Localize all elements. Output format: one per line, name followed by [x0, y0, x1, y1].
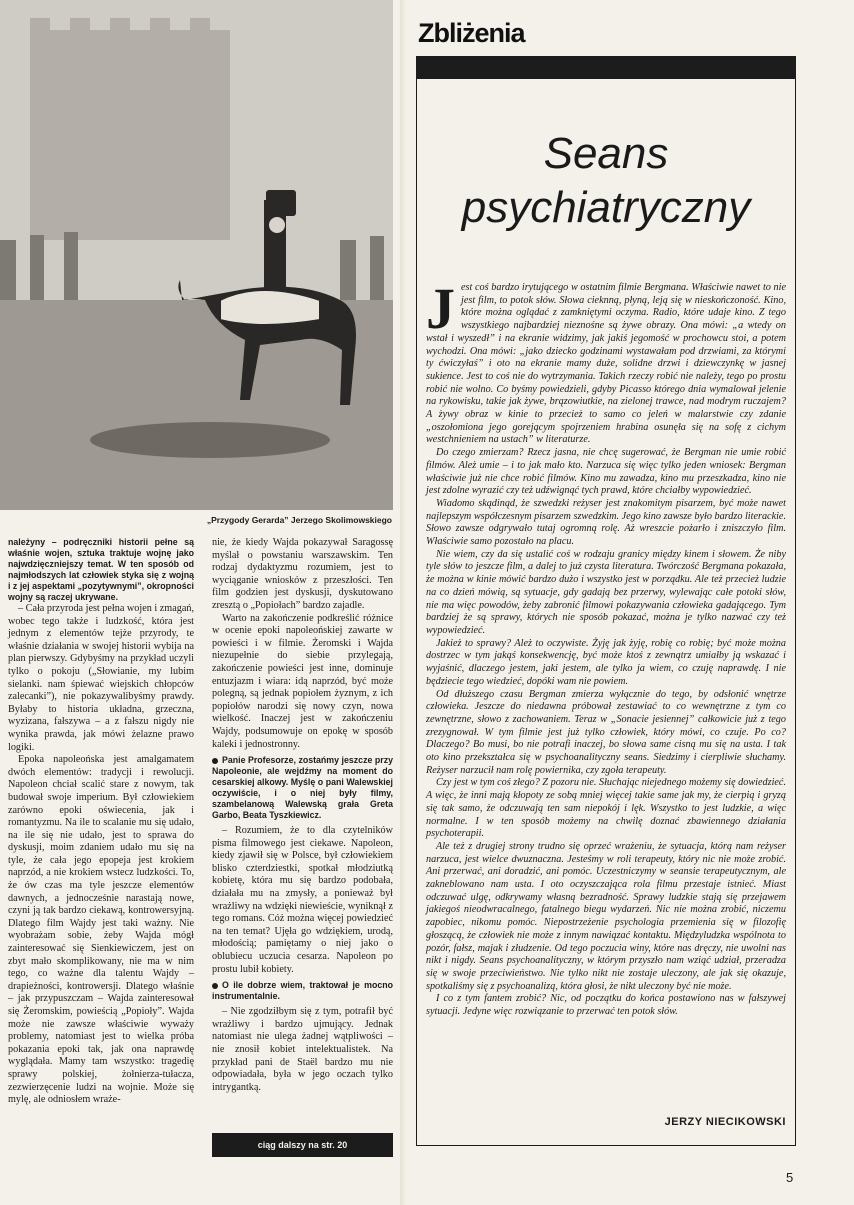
photo-caption: „Przygody Gerarda” Jerzego Skolimowskiego: [206, 515, 392, 525]
continued-on-page-banner[interactable]: ciąg dalszy na str. 20: [212, 1133, 393, 1157]
page-number: 5: [786, 1170, 794, 1185]
article-paragraph: Wiadomo skądinąd, że szwedzki reżyser jest znakomitym pisarzem, być może nawet najlepszym współczesnym pisarzem szwedzkim. Jego kino zawsze było bardzo literackie. Słowo zawsze odgrywało tutaj ogromną rolę. Aż wreszcie pożarło i zniszczyło film. Właściwie samo pozostało na placu.: [426, 497, 786, 548]
article-paragraph: Jakież to sprawy? Ależ to oczywiste. Żyję jak żyję, robię co robię; być może można dostrzec w tym jakąś konsekwencję, być może ktoś z zewnątrz umiałby ją wskazać i wyjaśnić, dlaczego jestem, jaki jestem, ale tylko ja wiem, co czuję naprawdę. I nie będziecie tego wiedzieć, dopóki wam nie powiem.: [426, 637, 786, 687]
drop-cap: J: [426, 276, 455, 341]
interview-paragraph: – Rozumiem, że to dla czytelników pisma filmowego jest ciekawe. Napoleon, kiedy zjawił się w Polsce, był człowiekiem blisko czterdziestki, spotkał młodziutką kobietę, która mu się bardzo podobała, działała mu na zmysły, a ponieważ był wrażliwy na wdzięki niewieście, wyniknął z tego romans. Cóż można więcej powiedzieć na ten temat? Ujęła go wdziękiem, urodą, młodością; pamiętamy o niej jako o oblubiecu uczucia cesarza. Napoleon po prostu lubił kobiety.: [212, 825, 393, 975]
interview-lead: należyny – podręczniki historii pełne są właśnie wojen, sztuka traktuje wojnę jako najwdzięczniejszy temat. W ten sposób od najmłodszych lat człowiek styka się z wojną i z jej aspektami „pozytywnymi”, okropności wojny są raczej ukrywane.: [8, 537, 194, 602]
article-paragraph: Od dłuższego czasu Bergman zmierza wyłącznie do tego, by odsłonić wnętrze człowieka. Jeszcze do niedawna próbował zestawiać to co wewnętrzne z tym co zewnętrzne, słowo z zachowaniem. Teraz w „Sonacie jesiennej” całkowicie już z tego zrezygnował. W tym filmie jest już tylko człowiek, który mówi, co czuje. Po co? Dlaczego? Bo musi, bo nie potrafi inaczej, bo słowa same cisną mu się na usta. I tak oto kino przekształca się w psychoanalityczny seans. Siedzimy i cierpliwie słuchamy. Reżyser narzucił nam rolę powiernika, czy zgoła terapeuty.: [426, 688, 786, 776]
article-headline: Seans psychiatryczny: [461, 129, 751, 232]
article-body: [426, 276, 786, 1019]
interview-question: Panie Profesorze, zostańmy jeszcze przy Napoleonie, ale wejdźmy na moment do cesarskiej alkowy. Myślę o pani Walewskiej oczywiście, i o niej były filmy, szambelanową Walewską grała Greta Garbo, Beata Tyszkiewicz.: [212, 755, 393, 821]
interview-paragraph: – Nie zgodziłbym się z tym, potrafił być wrażliwy i bardzo ujmujący. Jednak natomiast nie ulega żadnej wątpliwości – nie znosił kobiet intelektualistek. Na przykład pani de Staël bardzo mu nie odpowiadała, była w jego oczach tylko intrygantką.: [212, 1006, 393, 1093]
page-fold: [400, 0, 406, 1205]
bullet-icon: [212, 758, 218, 764]
interview-paragraph: nie, że kiedy Wajda pokazywał Saragossę myślał o powstaniu warszawskim. Ten rodzaj dydaktyzmu rozumiem, jest to wyciąganie wniosków z przeszłości. Ten film godzien jest dyskusji, dyskutowano zresztą o „Popiołach” bardzo zajadle.: [212, 537, 393, 611]
interview-paragraph: – Cała przyroda jest pełna wojen i zmagań, wobec tego także i ludzkość, która jest jednym z elementów tejże przyrody, te właśnie działania w swojej historii wybija na plan pierwszy. Gdybyśmy na przykład uczyli tylko o pokoju („Słowianie, my lubim sielanki. nam śpiewać wiejskich chłopców zalecanki”), nie pokazywalibyśmy prawdy. Byłaby to historia układna, grzeczna, wyzizana, fałszywa – a z fałszu nigdy nie wynika prawda, jak mówi żelazne prawo logiki.: [8, 603, 194, 753]
article-paragraph: Ale też z drugiej strony trudno się oprzeć wrażeniu, że sytuacja, którą nam reżyser narzuca, jest wielce dwuznaczna. Jesteśmy w roli terapeuty, który nic nie może zrobić. Ani przerwać, ani doradzić, ani pomóc. Uczestniczymy w seansie terapeutycznym, ale zakneblowano nam usta. I oto oczyszczająca rola filmu przestaje istnieć. Miast odczuwać ulgę, odkrywamy własną bezradność. Sprawy ludzkie stają się przejawem jakiegoś nieodwracalnego, fatalnego biegu wydarzeń. Nic nie można zrobić, niczemu zapobiec, nikomu pomóc. Niepostrzeżenie psychologia przemienia się w filozofię głoszącą, że człowiek nie może z innym nawiązać kontaktu. Międzyludzka wspólnota to pozór, fałsz, majak i złudzenie. Od tego poczucia winy, które nas dręczy, nie uwolni nas nikt i nigdy. Seans psychoanalityczny, w którym przyszło nam wziąć udział, przeradza się w swoje przeciwieństwo. Nie tylko nikt nie zostaje uleczony, ale jak się okazuje, spotkaliśmy się z psychoanalizą, która głosi, że nikt uleczony być nie może.: [426, 840, 786, 992]
interview-question: O ile dobrze wiem, traktował je mocno instrumentalnie.: [212, 980, 393, 1002]
article-author: JERZY NIECIKOWSKI: [664, 1116, 786, 1128]
article-paragraph: Jest coś bardzo irytującego w ostatnim filmie Bergmana. Właściwie nawet to nie jest film, to potok słów. Słowa cieknną, płyną, leją się w nieskończoność. Kino, które można oglądać z zamkniętymi oczyma. Radio, które udaje kino. Z tego wszystkiego najbardziej nieznośne są żywe obrazy. Ona mówi: „a wtedy on wstał i wyszedł” i na ekranie widzimy, jak jakiś jegomość w prochowcu stoi, a potem wychodzi. Ona mówi: „jako dziecko godzinami wystawałam pod drzwiami, za którymi ty ćwiczyłaś” i oto na ekranie mamy duże, solidne drzwi i dziewczynkę w jasnej sukience. Jest to coś nie do wytrzymania. Takich rzeczy robić nie należy, tego po prostu robić nie wolno. Co byśmy powiedzieli, gdyby Picasso którego dnia wymalował jelenie na rykowisku, takie jak żywe, brązowiutkie, na zielonej trawce, nad modrym ruczajem? A żywy obraz w kinie to przecież to samo co jeleń w malarstwie czy zdanie „oszołomiona jego gorejącym spojrzeniem hrabina osunęła się na sofę z cichym westchnieniem na ustach” w literaturze.: [426, 276, 786, 446]
article-paragraph: Czy jest w tym coś złego? Z pozoru nie. Słuchając niejednego możemy się dowiedzieć. A więc, że inni mają kłopoty ze sobą mniej więcej takie same jak my, że cierpią i gryzą się tak samo, że odczuwają ten sam niepokój i lęk. Wszystko to jest ludzkie, a więc normalne. I w ten sposób możemy na chwilę doznać zbawiennego działania psychoterapii.: [426, 777, 786, 840]
article-paragraph: I co z tym fantem zrobić? Nic, od początku do końca postawiono nas w fałszywej sytuacji. Jedyne więc rozwiązanie to przerwać ten potok słów.: [426, 993, 786, 1018]
interview-paragraph: Warto na zakończenie podkreślić różnice w ocenie epoki napoleońskiej zawarte w powieści i w filmie. Żeromski i Wajda niezupełnie do siebie przylegają, zakończenie powieści jest inne, dominuje entuzjazm i wiara: idą naprzód, być może polegną, są jednak popiołem żyznym, z ich popiołów narodzi się nowy czyn, nowa wielkość. Inaczej jest w zakończeniu Wajdy, podsumowuje on epokę w sposób kaleki i jednostronny.: [212, 612, 393, 750]
section-title: Zbliżenia: [418, 18, 525, 48]
interview-paragraph: Epoka napoleońska jest amalgamatem dwóch elementów: tradycji i rewolucji. Napoleon chciał scalić stare z nowym, tak budował swoje imperium. Był człowiekiem zarówno epoki oświecenia, jak i romantyzmu. Na ile to scalanie mu się udało, na ile się nie udało, jest to sprawa do dyskusji, moim zdaniem udało mu się na tyle, że cała jego epopeja jest krokiem naprzód, a nie krokiem wstecz ludzkości. To, że ów czas ma tyle jeszcze elementów dawnych, a jednocześnie narastają nowe, czyni ją tak bardzo ciekawą, kontrowersyjną. Dlatego film Wajdy jest taki ważny. Nie wyobrażam sobie, żeby Wajda mógł zainteresować się Sienkiewiczem, jest on zbyt mało skomplikowany, nie ma w nim tego, co ważne dla talentu Wajdy – drapieżności, kontrowersji. Dlatego właśnie – jak przypuszczam – Wajda zainteresował się Żeromskim, powieścią „Popioły”. Wajda może nie zawsze właściwie wyważy problemy, natomiast jest to wielka próba pokazania epoki tak, jak ona naprawdę wyglądała. Mamy tam wszystko: tragedię sprawy polskiej, żołnierza-tułacza, zezwierzęcenie ludzi na wojnie. Może się mylę, ale odniosłem wraże-: [8, 754, 194, 1106]
film-still-photo: [0, 0, 393, 510]
article-paragraph: Nie wiem, czy da się ustalić coś w rodzaju granicy między kinem i słowem. Że niby tyle słów to jeszcze film, a dalej to już czysta literatura. Twórczość Bergmana pokazała, że można w kinie mówić bardzo dużo i wszystko jest w porządku. Ale też przecież ludzie na co dzień mówią, są sytuacje, gdy gadają bez przerwy, wylewając całe potoki słów, nie ma więc powodów, żeby zabronić filmowi pokazywania człowieka gadającego. Tym bardziej że są sprawy, których nie sposób pokazać, można je tylko nazwać czy też wypowiedzieć.: [426, 548, 786, 636]
horseman-illustration: [0, 0, 393, 510]
interview-column-2: [212, 537, 393, 1094]
article-paragraph: Do czego zmierzam? Rzecz jasna, nie chcę sugerować, że Bergman nie umie robić filmów. Ależ umie – i to jak mało kto. Narzuca się więc tylko jeden wniosek: Bergman właściwie już nie chce robić filmów. Kino mu zawadza, kino mu przeszkadza, kino nie jest zdolne wyrazić czy też udźwignąć tych prawd, które chciałby wypowiedzieć.: [426, 447, 786, 497]
article-top-bar: [417, 57, 795, 79]
interview-column-1: [8, 537, 194, 1107]
bullet-icon: [212, 983, 218, 989]
